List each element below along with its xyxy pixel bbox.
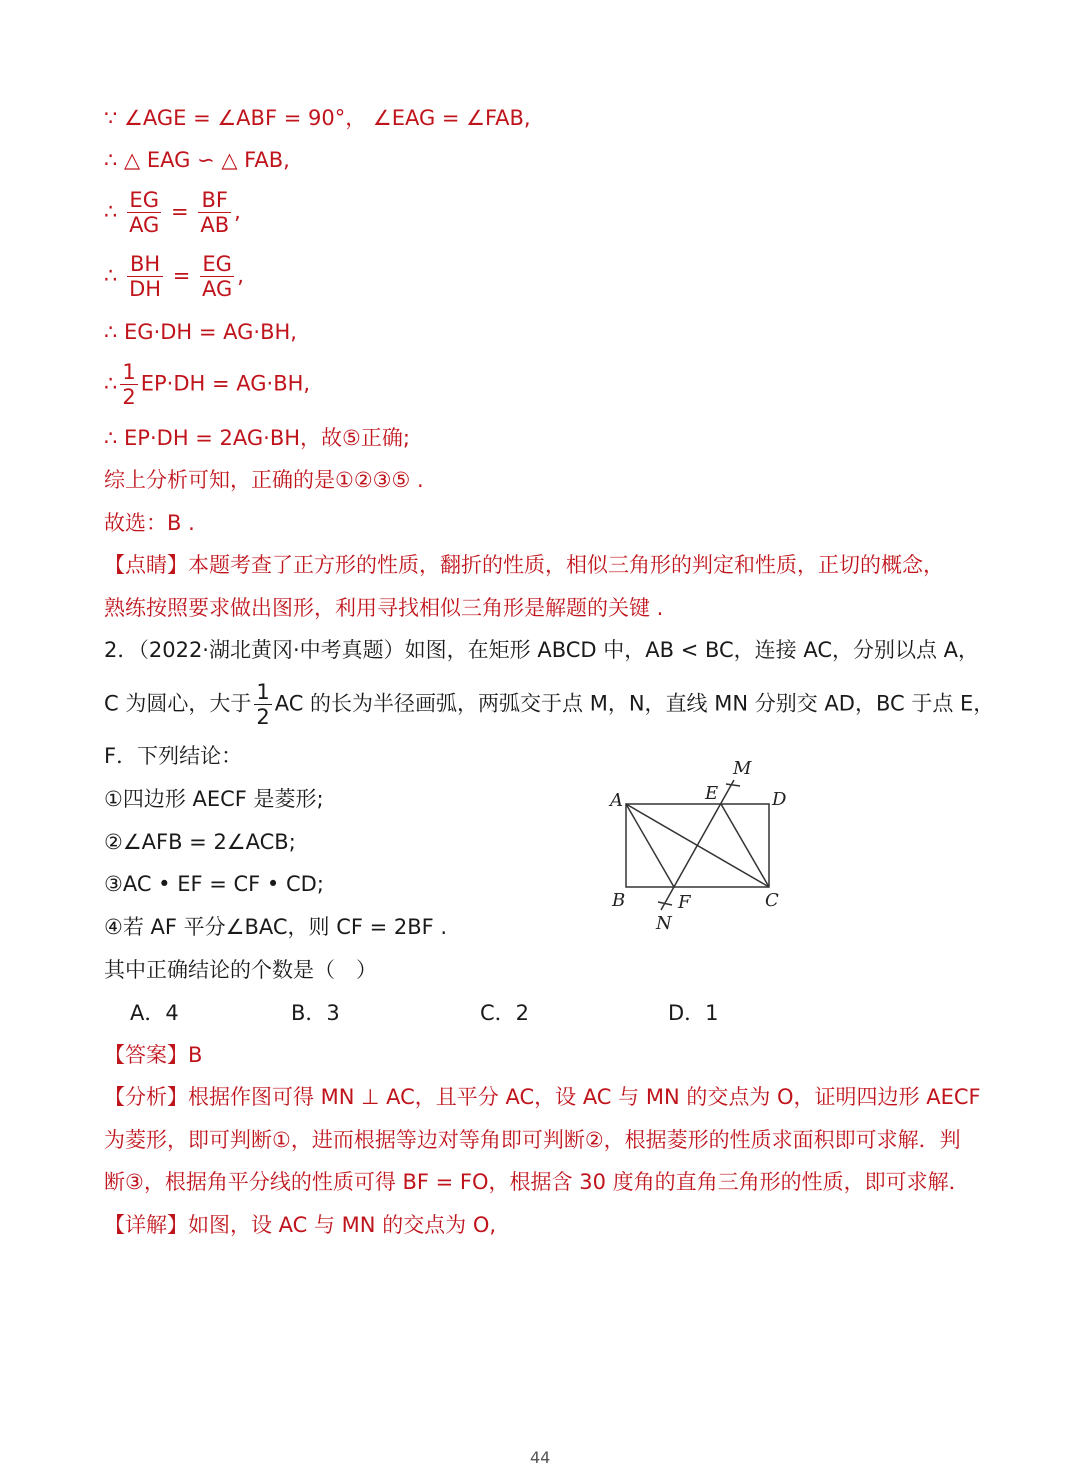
fraction-one-half-q: $\frac{1}{2}$ bbox=[256, 680, 270, 729]
label-d: D bbox=[772, 789, 787, 810]
therefore-symbol: ∴ bbox=[104, 263, 118, 288]
therefore-symbol: ∴ bbox=[104, 199, 118, 224]
label-b: B bbox=[612, 890, 626, 911]
label-f: F bbox=[678, 892, 691, 913]
question-ask: 其中正确结论的个数是（ ） bbox=[104, 958, 377, 982]
solution-line-7: ∴ EP·DH = 2AG·BH，故⑤正确; bbox=[104, 426, 410, 450]
analysis-line-1: 【分析】根据作图可得 MN ⊥ AC，且平分 AC，设 AC 与 MN 的交点为 O，证明四边形 AECF bbox=[104, 1085, 981, 1109]
label-n: N bbox=[656, 913, 672, 934]
detail-line-1: 【详解】如图，设 AC 与 MN 的交点为 O, bbox=[104, 1213, 497, 1237]
page-number: 44 bbox=[530, 1448, 551, 1467]
solution-line-8: 综上分析可知，正确的是①②③⑤ . bbox=[104, 468, 424, 492]
solution-line-2: ∴ △ EAG ∽ △ FAB, bbox=[104, 148, 290, 172]
answer-line: 【答案】B bbox=[104, 1043, 203, 1067]
fraction-one-half: $\frac{1}{2}$ bbox=[122, 360, 136, 409]
segment-af bbox=[626, 804, 674, 887]
analysis-line-2: 为菱形，即可判断①，进而根据等边对等角即可判断②，根据菱形的性质求面积即可求解．判 bbox=[104, 1128, 961, 1152]
conclusion-1: ①四边形 AECF 是菱形; bbox=[104, 787, 324, 811]
conclusion-3: ③AC • EF = CF • CD; bbox=[104, 872, 324, 896]
label-e: E bbox=[705, 783, 719, 804]
solution-line-6: ∴ $\frac{1}{2}$ EP·DH = AG·BH, bbox=[104, 360, 311, 409]
question-line-2: C 为圆心，大于 $\frac{1}{2}$ AC 的长为半径画弧，两弧交于点 M，N，直线 MN 分别交 AD，BC 于点 E， bbox=[104, 680, 995, 729]
analysis-line-3: 断③，根据角平分线的性质可得 BF = FO，根据含 30 度角的直角三角形的性质，即可求解． bbox=[104, 1170, 970, 1194]
fraction-eg-ag: $\frac{EG}{AG}$ bbox=[129, 188, 160, 237]
rectangle-figure bbox=[600, 752, 810, 942]
conclusion-4: ④若 AF 平分∠BAC，则 CF = 2BF . bbox=[104, 915, 448, 939]
option-b: B．3 bbox=[291, 1001, 340, 1025]
line-mn bbox=[661, 780, 734, 910]
option-a: A．4 bbox=[130, 1001, 179, 1025]
conclusion-2: ②∠AFB = 2∠ACB; bbox=[104, 830, 296, 854]
solution-line-11: 熟练按照要求做出图形，利用寻找相似三角形是解题的关键 . bbox=[104, 596, 664, 620]
fraction-eg-ag-2: $\frac{EG}{AG}$ bbox=[202, 252, 233, 301]
solution-line-3: ∴ $\frac{EG}{AG}$ = $\frac{BF}{AB}$ , bbox=[104, 188, 241, 237]
label-c: C bbox=[765, 890, 779, 911]
label-a: A bbox=[610, 790, 623, 811]
solution-line-5: ∴ EG·DH = AG·BH, bbox=[104, 320, 297, 344]
solution-line-1: ∵ ∠AGE = ∠ABF = 90°， ∠EAG = ∠FAB, bbox=[104, 106, 531, 130]
label-m: M bbox=[733, 758, 752, 779]
option-c: C．2 bbox=[480, 1001, 530, 1025]
solution-line-9: 故选：B . bbox=[104, 511, 195, 535]
fraction-bh-dh: $\frac{BH}{DH}$ bbox=[129, 252, 162, 301]
option-d: D．1 bbox=[668, 1001, 719, 1025]
question-line-1: 2．（2022·湖北黄冈·中考真题）如图，在矩形 ABCD 中，AB < BC，连接 AC，分别以点 A， bbox=[104, 638, 980, 662]
segment-ec bbox=[721, 804, 769, 887]
fraction-bf-ab: $\frac{BF}{AB}$ bbox=[200, 188, 230, 237]
arc-mark-m bbox=[726, 784, 740, 786]
solution-line-4: ∴ $\frac{BH}{DH}$ = $\frac{EG}{AG}$ , bbox=[104, 252, 244, 301]
question-line-3: F．下列结论： bbox=[104, 744, 243, 768]
solution-line-10: 【点睛】本题考查了正方形的性质，翻折的性质，相似三角形的判定和性质，正切的概念， bbox=[104, 553, 944, 577]
